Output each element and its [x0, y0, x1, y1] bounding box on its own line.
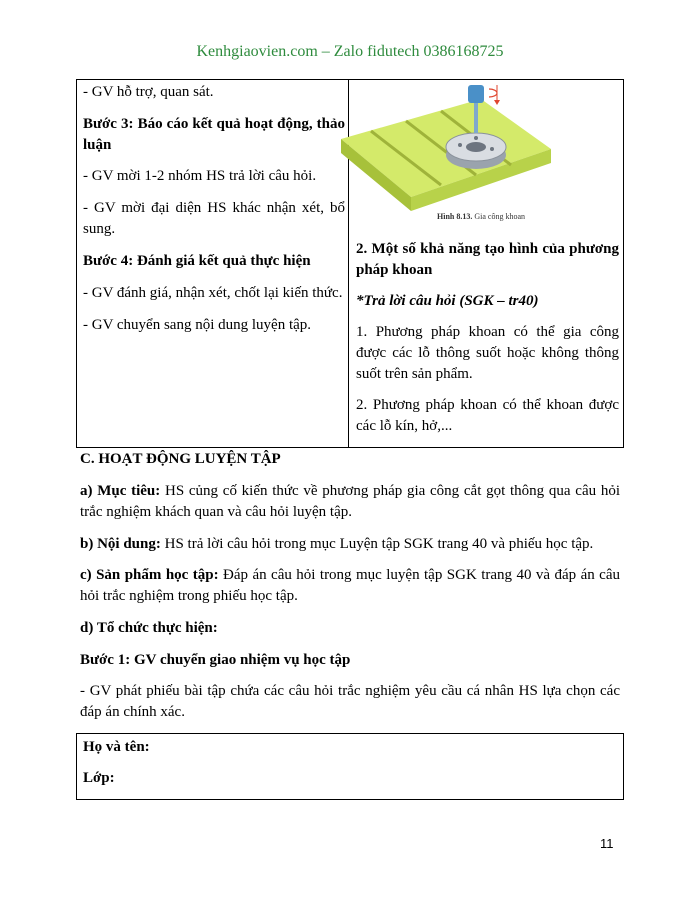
content-paragraph: [80, 534, 620, 555]
step1-title: Bước 1: GV chuyển giao nhiệm vụ học tập: [80, 652, 351, 668]
objective-text: HS củng cố kiến thức về phương pháp gia công cắt gọt thông qua câu hỏi trắc nghiệm khách quan và câu hỏi luyện tập.: [80, 483, 620, 520]
figure-caption-text: Gia công khoan: [474, 212, 525, 221]
feed-arrowhead-icon: [494, 100, 500, 105]
step4-title: Bước 4: Đánh giá kết quả thực hiện: [83, 253, 311, 269]
step3-title: Bước 3: Báo cáo kết quả hoạt động, thảo luận: [83, 116, 345, 153]
content-text: HS trả lời câu hỏi trong mục Luyện tập SGK trang 40 và phiếu học tập.: [160, 536, 594, 552]
drill-bit: [474, 103, 478, 133]
left-line-1: - GV hỗ trợ, quan sát.: [83, 84, 214, 100]
content-label: b) Nội dung:: [80, 536, 161, 552]
objective-paragraph: [80, 481, 620, 523]
left-line-4: - GV đánh giá, nhận xét, chốt lại kiến thức.: [83, 285, 343, 301]
left-line-5: - GV chuyển sang nội dung luyện tập.: [83, 317, 312, 333]
header-separator: –: [317, 43, 334, 60]
workpiece-hole: [466, 142, 486, 152]
objective-label: a) Mục tiêu:: [80, 483, 161, 499]
answer-1: 1. Phương pháp khoan có thể gia công được các lỗ thông suốt hoặc không thông suốt trên sản phẩm.: [356, 324, 619, 382]
header-site: Kenhgiaovien.com: [196, 43, 318, 60]
page-number: 11: [600, 836, 614, 851]
drilling-illustration: [331, 79, 551, 229]
class-label: Lớp:: [83, 770, 115, 786]
drill-chuck: [468, 85, 484, 103]
student-info-box: [76, 733, 624, 800]
left-line-3: - GV mời đại diện HS khác nhận xét, bổ sung.: [83, 200, 345, 237]
rotation-arrow-icon: [489, 89, 497, 97]
page-header: [0, 41, 700, 62]
header-contact: Zalo fidutech 0386168725: [333, 43, 504, 60]
section-title: C. HOẠT ĐỘNG LUYỆN TẬP: [80, 451, 281, 467]
product-text: Đáp án câu hỏi trong mục luyện tập SGK trang 40 và đáp án câu hỏi trắc nghiệm trong phiếu học tập.: [80, 567, 620, 604]
workpiece-small-hole: [458, 143, 462, 147]
answer-title: *Trả lời câu hỏi (SGK – tr40): [356, 293, 539, 309]
organization-label: d) Tổ chức thực hiện:: [80, 620, 218, 636]
answer-2: 2. Phương pháp khoan có thể khoan được các lỗ kín, hở,...: [356, 397, 619, 434]
workpiece-small-hole: [474, 136, 478, 140]
table-left-column: [83, 82, 345, 336]
figure-caption-number: Hình 8.13.: [437, 212, 473, 221]
product-label: c) Sản phẩm học tập:: [80, 567, 219, 583]
name-label: Họ và tên:: [83, 739, 150, 755]
left-line-2: - GV mời 1-2 nhóm HS trả lời câu hỏi.: [83, 168, 317, 184]
figure-caption: [437, 212, 557, 222]
workpiece-small-hole: [490, 147, 494, 151]
drilling-heading: 2. Một số khả năng tạo hình của phương pháp khoan: [356, 241, 619, 278]
step1-text: - GV phát phiếu bài tập chứa các câu hỏi trắc nghiệm yêu cầu cá nhân HS lựa chọn các đáp án chính xác.: [80, 683, 620, 720]
product-paragraph: [80, 565, 620, 607]
